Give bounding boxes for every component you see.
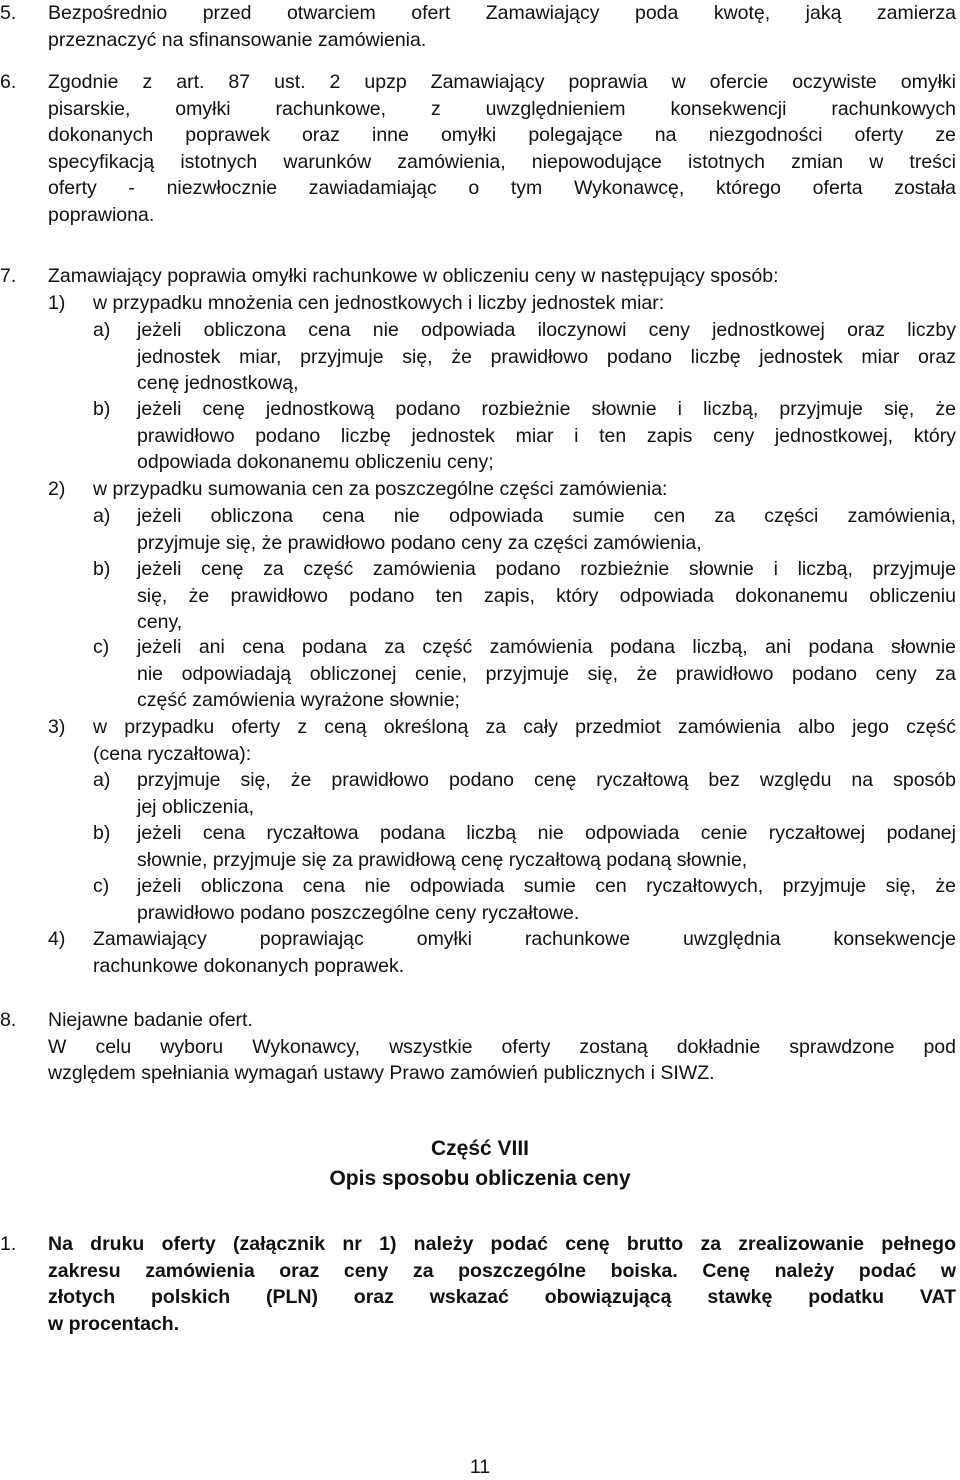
- text-line: cenę jednostkową,: [137, 372, 299, 394]
- item-number: 8.: [0, 1009, 17, 1031]
- text-line: przeznaczyć na sfinansowanie zamówienia.: [48, 28, 427, 51]
- subpoint-number: 1): [48, 292, 66, 314]
- text-line: Zgodnie z art. 87 ust. 2 upzp Zamawiający poprawia w ofercie oczywiste omyłki: [48, 71, 956, 93]
- letter-number: c): [93, 636, 110, 658]
- text-line: słownie, przyjmuje się za prawidłową cenę ryczałtową podaną słownie,: [137, 848, 748, 871]
- subpoint-number: 4): [48, 928, 66, 950]
- text-line: pisarskie, omyłki rachunkowe, z uwzględnieniem konsekwencji rachunkowych: [48, 97, 956, 120]
- letter-number: a): [93, 319, 111, 341]
- text-line: Bezpośrednio przed otwarciem ofert Zamawiający poda kwotę, jaką zamierza: [48, 2, 956, 24]
- text-line: ceny,: [137, 611, 183, 633]
- text-line: złotych polskich (PLN) oraz wskazać obowiązującą stawkę podatku VAT: [48, 1286, 956, 1308]
- item-number: 7.: [0, 265, 17, 287]
- letter-number: a): [93, 505, 111, 527]
- text-line: odpowiada dokonanemu obliczeniu ceny;: [137, 451, 494, 473]
- text-line: w przypadku sumowania cen za poszczególne części zamówienia:: [93, 478, 668, 500]
- text-line: W celu wyboru Wykonawcy, wszystkie oferty zostaną dokładnie sprawdzone pod: [48, 1035, 956, 1058]
- page-number: 11: [469, 1456, 491, 1478]
- text-line: (cena ryczałtowa):: [93, 742, 252, 765]
- letter-number: b): [93, 558, 111, 580]
- text-line: jeżeli cenę jednostkową podano rozbieżnie słownie i liczbą, przyjmuje się, że: [137, 398, 956, 420]
- section-subtitle: Opis sposobu obliczenia ceny: [329, 1167, 631, 1190]
- text-line: przyjmuje się, że prawidłowo podano cenę ryczałtową bez względu na sposób: [137, 769, 956, 791]
- text-line: w przypadku oferty z ceną określoną za cały przedmiot zamówienia albo jego część: [93, 716, 956, 738]
- text-line: w procentach.: [48, 1312, 180, 1335]
- text-line: oferty - niezwłocznie zawiadamiając o tym Wykonawcę, którego oferta została: [48, 177, 956, 199]
- paragraph-intro: Zamawiający poprawia omyłki rachunkowe w obliczeniu ceny w następujący sposób:: [48, 265, 779, 287]
- text-line: jeżeli cena ryczałtowa podana liczbą nie odpowiada cenie ryczałtowej podanej: [137, 822, 956, 844]
- text-line: prawidłowo podano liczbę jednostek miar i ten zapis ceny jednostkowej, który: [137, 424, 956, 447]
- letter-number: a): [93, 769, 111, 791]
- text-line: jeżeli cenę za część zamówienia podano rozbieżnie słownie i liczbą, przyjmuje: [137, 558, 956, 580]
- text-line: w przypadku mnożenia cen jednostkowych i liczby jednostek miar:: [93, 292, 665, 314]
- subpoint-number: 2): [48, 478, 66, 500]
- text-line: przyjmuje się, że prawidłowo podano ceny za części zamówienia,: [137, 531, 702, 554]
- text-line: jeżeli ani cena podana za część zamówienia podana liczbą, ani podana słownie: [137, 636, 956, 658]
- letter-number: b): [93, 398, 111, 420]
- text-line: specyfikacją istotnych warunków zamówienia, niepowodujące istotnych zmian w treści: [48, 150, 956, 173]
- text-line: poprawiona.: [48, 203, 155, 226]
- text-line: względem spełniania wymagań ustawy Prawo zamówień publicznych i SIWZ.: [48, 1062, 715, 1084]
- text-line: jej obliczenia,: [137, 795, 255, 818]
- text-line: prawidłowo podano poszczególne ceny ryczałtowe.: [137, 901, 580, 924]
- text-line: się, że prawidłowo podano ten zapis, który odpowiada dokonanemu obliczeniu: [137, 584, 956, 607]
- text-line: rachunkowe dokonanych poprawek.: [93, 954, 405, 977]
- text-line: zakresu zamówienia oraz ceny za poszczególne boiska. Cenę należy podać w: [48, 1259, 956, 1282]
- text-line: jeżeli obliczona cena nie odpowiada sumie cen ryczałtowych, przyjmuje się, że: [137, 875, 956, 897]
- item-number: 1.: [0, 1233, 17, 1255]
- text-line: jeżeli obliczona cena nie odpowiada sumie cen za części zamówienia,: [137, 505, 956, 527]
- text-line: Zamawiający poprawiając omyłki rachunkowe uwzględnia konsekwencje: [93, 928, 956, 950]
- text-line: Na druku oferty (załącznik nr 1) należy podać cenę brutto za zrealizowanie pełnego: [48, 1233, 956, 1255]
- text-line: Niejawne badanie ofert.: [48, 1009, 253, 1031]
- letter-number: c): [93, 875, 110, 897]
- item-number: 5.: [0, 2, 17, 24]
- letter-number: b): [93, 822, 111, 844]
- section-title: Część VIII: [430, 1137, 530, 1160]
- subpoint-number: 3): [48, 716, 66, 738]
- text-line: jednostek miar, przyjmuje się, że prawidłowo podano liczbę jednostek miar oraz: [137, 345, 956, 368]
- item-number: 6.: [0, 71, 17, 93]
- text-line: część zamówienia wyrażone słownie;: [137, 689, 460, 711]
- text-line: dokonanych poprawek oraz inne omyłki polegające na niezgodności oferty ze: [48, 124, 956, 146]
- text-line: jeżeli obliczona cena nie odpowiada iloczynowi ceny jednostkowej oraz liczby: [137, 319, 956, 341]
- text-line: nie odpowiadają obliczonej cenie, przyjmuje się, że prawidłowo podano ceny za: [137, 662, 956, 685]
